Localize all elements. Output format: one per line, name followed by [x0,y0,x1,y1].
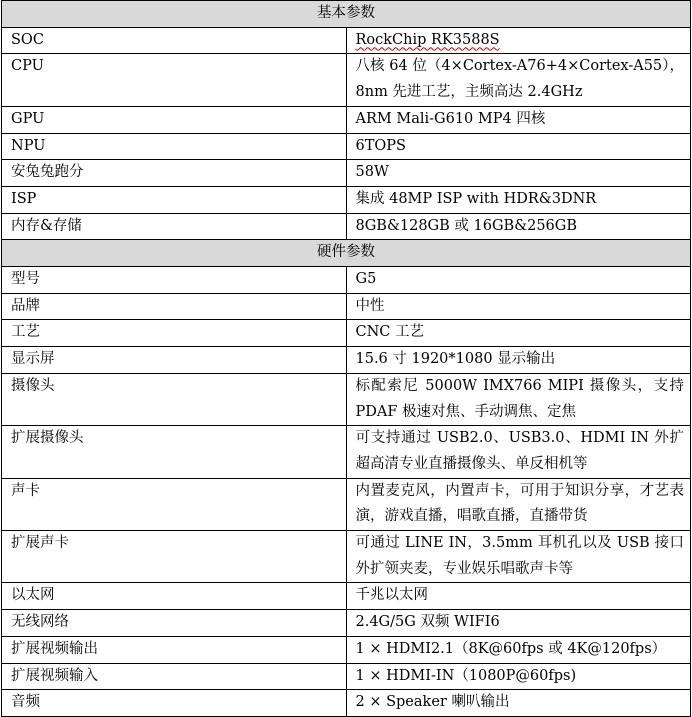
spec-key: 工艺 [2,320,347,347]
section-title-hardware: 硬件参数 [2,240,691,267]
table-row [2,663,691,690]
spec-key: 型号 [2,267,347,294]
table-row [2,583,691,610]
spec-key: 摄像头 [2,373,347,425]
spec-table [1,0,691,717]
spec-key: NPU [2,133,347,160]
table-row [2,186,691,213]
table-row [2,531,691,583]
spec-key: 品牌 [2,293,347,320]
table-row [2,690,691,717]
spec-value: 八核 64 位（4×Cortex-A76+4×Cortex-A55），8nm 先进工艺，主频高达 2.4GHz [346,54,691,106]
table-row [2,478,691,530]
spec-value-text: RockChip RK3588S [355,31,500,48]
spec-key: 声卡 [2,478,347,530]
spec-key: 扩展摄像头 [2,426,347,478]
table-row [2,426,691,478]
spec-value: 1 × HDMI-IN（1080P@60fps) [346,663,691,690]
spec-key: ISP [2,186,347,213]
table-row [2,27,691,54]
spec-value: 8GB&128GB 或 16GB&256GB [346,213,691,240]
table-row [2,320,691,347]
spec-key: GPU [2,106,347,133]
spec-value: CNC 工艺 [346,320,691,347]
spec-value: 集成 48MP ISP with HDR&3DNR [346,186,691,213]
table-row [2,160,691,187]
spec-value: 2.4G/5G 双频 WIFI6 [346,610,691,637]
table-row [2,106,691,133]
spec-value [346,27,691,54]
section-header-row [2,1,691,28]
spec-key: SOC [2,27,347,54]
spec-value: 58W [346,160,691,187]
spec-value: 标配索尼 5000W IMX766 MIPI 摄像头，支持 PDAF 极速对焦、手动调焦、定焦 [346,373,691,425]
table-row [2,373,691,425]
spec-key: 内存&存储 [2,213,347,240]
spec-key: 以太网 [2,583,347,610]
spec-key: CPU [2,54,347,106]
spec-key: 扩展声卡 [2,531,347,583]
spec-value: 千兆以太网 [346,583,691,610]
spec-value: ARM Mali-G610 MP4 四核 [346,106,691,133]
spec-key: 安兔兔跑分 [2,160,347,187]
spec-value: 2 × Speaker 喇叭输出 [346,690,691,717]
spec-value: 1 × HDMI2.1（8K@60fps 或 4K@120fps） [346,636,691,663]
spec-value: 内置麦克风，内置声卡，可用于知识分享，才艺表演，游戏直播，唱歌直播，直播带货 [346,478,691,530]
section-header-row [2,240,691,267]
spec-value: 中性 [346,293,691,320]
spec-key: 扩展视频输入 [2,663,347,690]
table-row [2,267,691,294]
section-title-basic: 基本参数 [2,1,691,28]
table-row [2,293,691,320]
spec-value: G5 [346,267,691,294]
table-row [2,213,691,240]
table-row [2,133,691,160]
table-row [2,610,691,637]
spec-value: 可通过 LINE IN，3.5mm 耳机孔以及 USB 接口外扩领夹麦，专业娱乐唱歌声卡等 [346,531,691,583]
table-row [2,347,691,374]
spec-value: 15.6 寸 1920*1080 显示输出 [346,347,691,374]
table-row [2,636,691,663]
spec-key: 扩展视频输出 [2,636,347,663]
spec-value: 6TOPS [346,133,691,160]
spec-value: 可支持通过 USB2.0、USB3.0、HDMI IN 外扩超高清专业直播摄像头、单反相机等 [346,426,691,478]
spec-key: 音频 [2,690,347,717]
spec-key: 无线网络 [2,610,347,637]
table-row [2,54,691,106]
spec-key: 显示屏 [2,347,347,374]
